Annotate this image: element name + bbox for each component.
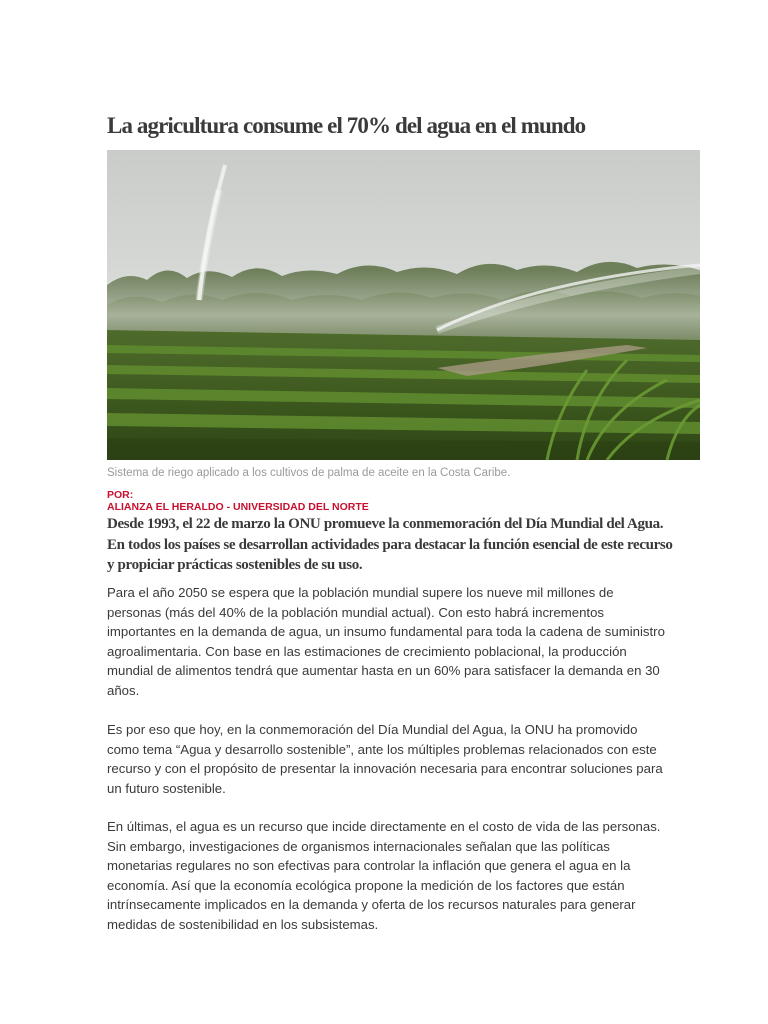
paragraph-2: Es por eso que hoy, en la conmemoración del Día Mundial del Agua, la ONU ha promovido como tema “Agua y desarrollo sostenible”, ante los múltiples problemas relacionados con este recurso y con el propósito de presentar la innovación necesaria para encontrar soluciones para un futuro sostenible. [107, 722, 663, 796]
byline-author[interactable]: ALIANZA EL HERALDO - UNIVERSIDAD DEL NORTE [107, 501, 369, 513]
article-photo [107, 150, 700, 460]
palm-plantation-irrigation-image [107, 150, 700, 460]
byline-label: POR: [107, 489, 134, 501]
article-lead: Desde 1993, el 22 de marzo la ONU promueve la conmemoración del Día Mundial del Agua. En todos los países se desarrollan actividades para destacar la función esencial de este recurso y propiciar prácticas sostenibles de su uso. [107, 516, 673, 573]
article-title: La agricultura consume el 70% del agua en el mundo [107, 113, 586, 138]
image-caption: Sistema de riego aplicado a los cultivos de palma de aceite en la Costa Caribe. [107, 467, 511, 479]
paragraph-1: Para el año 2050 se espera que la población mundial supere los nueve mil millones de personas (más del 40% de la población mundial actual). Con esto habrá incrementos importantes en la demanda de agua, un insumo fundamental para toda la cadena de suministro agroalimentaria. Con base en las estimaciones de crecimiento poblacional, la producción mundial de alimentos tendrá que aumentar hasta en un 60% para satisfacer la demanda en 30 años. [107, 585, 665, 698]
paragraph-3: En últimas, el agua es un recurso que incide directamente en el costo de vida de las personas. Sin embargo, investigaciones de organismos internacionales señalan que las políticas monetarias regulares no son efectivas para controlar la inflación que genera el agua en la economía. Así que la economía ecológica propone la medición de los factores que están intrínsecamente implicados en la demanda y oferta de los recursos naturales para generar medidas de sostenibilidad en los subsistemas. [107, 819, 661, 932]
byline [107, 489, 369, 513]
